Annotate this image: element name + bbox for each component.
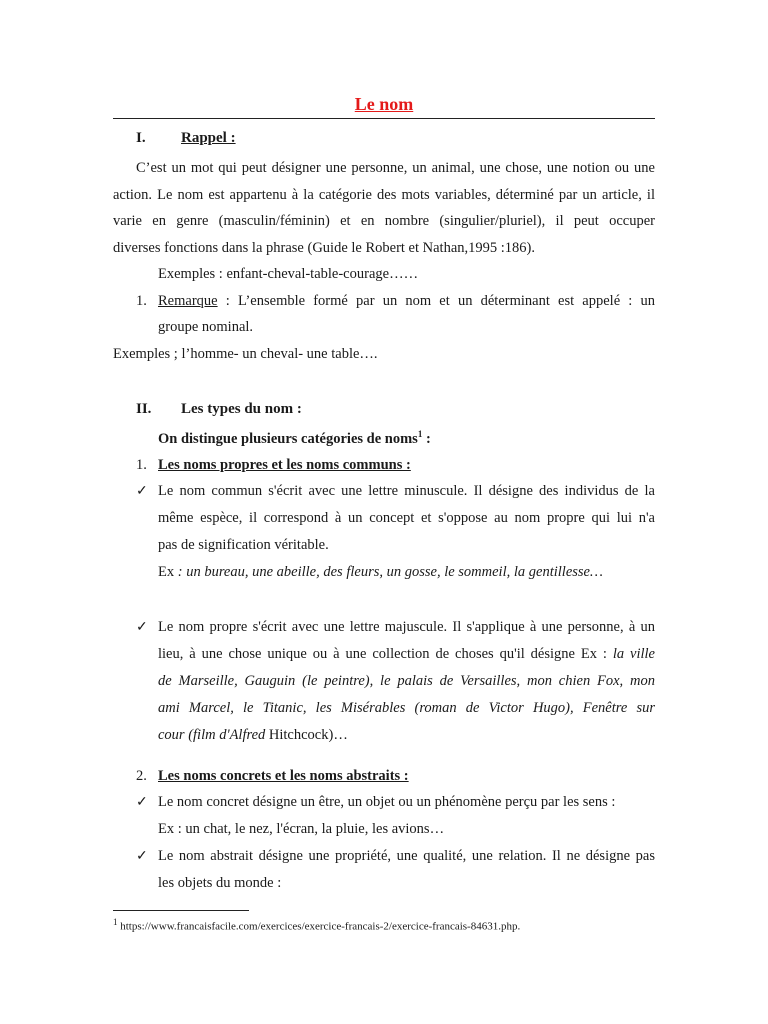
page-title: Le nom: [354, 94, 414, 114]
section1-numeral: I.: [136, 130, 146, 146]
section2-intro: [158, 429, 431, 448]
check-icon: ✓: [136, 484, 148, 499]
abstract-line: Le nom abstrait désigne une propriété, une qualité, une relation. Il ne désigne pas: [158, 848, 655, 864]
remark-label: Remarque: [158, 293, 218, 309]
section1-para-line: varie en genre (masculin/féminin) et en nombre (singulier/pluriel), il peut occuper: [113, 213, 655, 229]
section2-numeral: II.: [136, 401, 152, 417]
proper-italic: la ville: [612, 646, 655, 662]
footnote-text: https://www.francaisfacile.com/exercices/exercice-francais-2/exercice-francais-84631.php.: [117, 920, 521, 933]
concrete-line: Le nom concret désigne un être, un objet ou un phénomène perçu par les sens :: [158, 794, 616, 810]
sub2-title: Les noms concrets et les noms abstraits :: [158, 768, 409, 784]
proper-italic-end: cour (film d'Alfred: [158, 727, 269, 743]
remark-line: [158, 293, 655, 310]
intro-end: :: [422, 430, 431, 447]
section1-para-line: action. Le nom est appartenu à la catégorie des mots variables, déterminé par un article, il: [113, 187, 655, 203]
section1-para-line: C’est un mot qui peut désigner une personne, un animal, une chose, une notion ou une: [136, 160, 655, 176]
common-line: Le nom commun s'écrit avec une lettre minuscule. Il désigne des individus de la: [158, 483, 655, 499]
common-example: [158, 564, 603, 581]
proper-line: [158, 646, 655, 663]
remark-line-2: groupe nominal.: [158, 319, 254, 335]
proper-line: de Marseille, Gauguin (le peintre), le palais de Versailles, mon chien Fox, mon: [158, 673, 655, 689]
footnote: [113, 917, 520, 933]
common-line: même espèce, il correspond à un concept et s'oppose au nom propre qui lui n'a: [158, 510, 655, 526]
sub2-number: 2.: [136, 768, 147, 784]
remark-number: 1.: [136, 293, 147, 309]
ex-text: : un bureau, une abeille, des fleurs, un gosse, le sommeil, la gentillesse…: [174, 564, 603, 580]
check-icon: ✓: [136, 849, 148, 864]
proper-line: ami Marcel, le Titanic, les Misérables (roman de Victor Hugo), Fenêtre sur: [158, 700, 655, 716]
concrete-example: Ex : un chat, le nez, l'écran, la pluie, les avions…: [158, 821, 445, 837]
proper-plain: lieu, à une chose unique ou à une collection de choses qu'il désigne Ex :: [158, 646, 613, 662]
footnote-number: 1: [113, 917, 118, 927]
footnote-rule: [113, 910, 249, 911]
section1-heading: Rappel :: [181, 130, 236, 146]
check-icon: ✓: [136, 620, 148, 635]
examples-line: Exemples : enfant-cheval-table-courage……: [158, 266, 419, 282]
ex-prefix: Ex: [158, 564, 175, 580]
sub1-title: Les noms propres et les noms communs :: [158, 457, 411, 473]
examples-line-2: Exemples ; l’homme- un cheval- une table….: [113, 346, 378, 362]
abstract-line: les objets du monde :: [158, 875, 282, 891]
check-icon: ✓: [136, 795, 148, 810]
remark-text: : L’ensemble formé par un nom et un déterminant est appelé : un: [217, 293, 655, 309]
proper-plain-end: Hitchcock)…: [268, 727, 348, 743]
proper-line: Le nom propre s'écrit avec une lettre majuscule. Il s'applique à une personne, à un: [158, 619, 655, 635]
section2-heading: Les types du nom :: [181, 401, 302, 417]
proper-line: [158, 727, 348, 744]
intro-text: On distingue plusieurs catégories de noms: [158, 430, 418, 447]
footnote-ref: 1: [417, 429, 423, 439]
section1-para-line: diverses fonctions dans la phrase (Guide le Robert et Nathan,1995 :186).: [113, 240, 536, 256]
sub1-number: 1.: [136, 457, 147, 473]
title-rule: [113, 118, 655, 119]
common-line: pas de signification véritable.: [158, 537, 329, 553]
